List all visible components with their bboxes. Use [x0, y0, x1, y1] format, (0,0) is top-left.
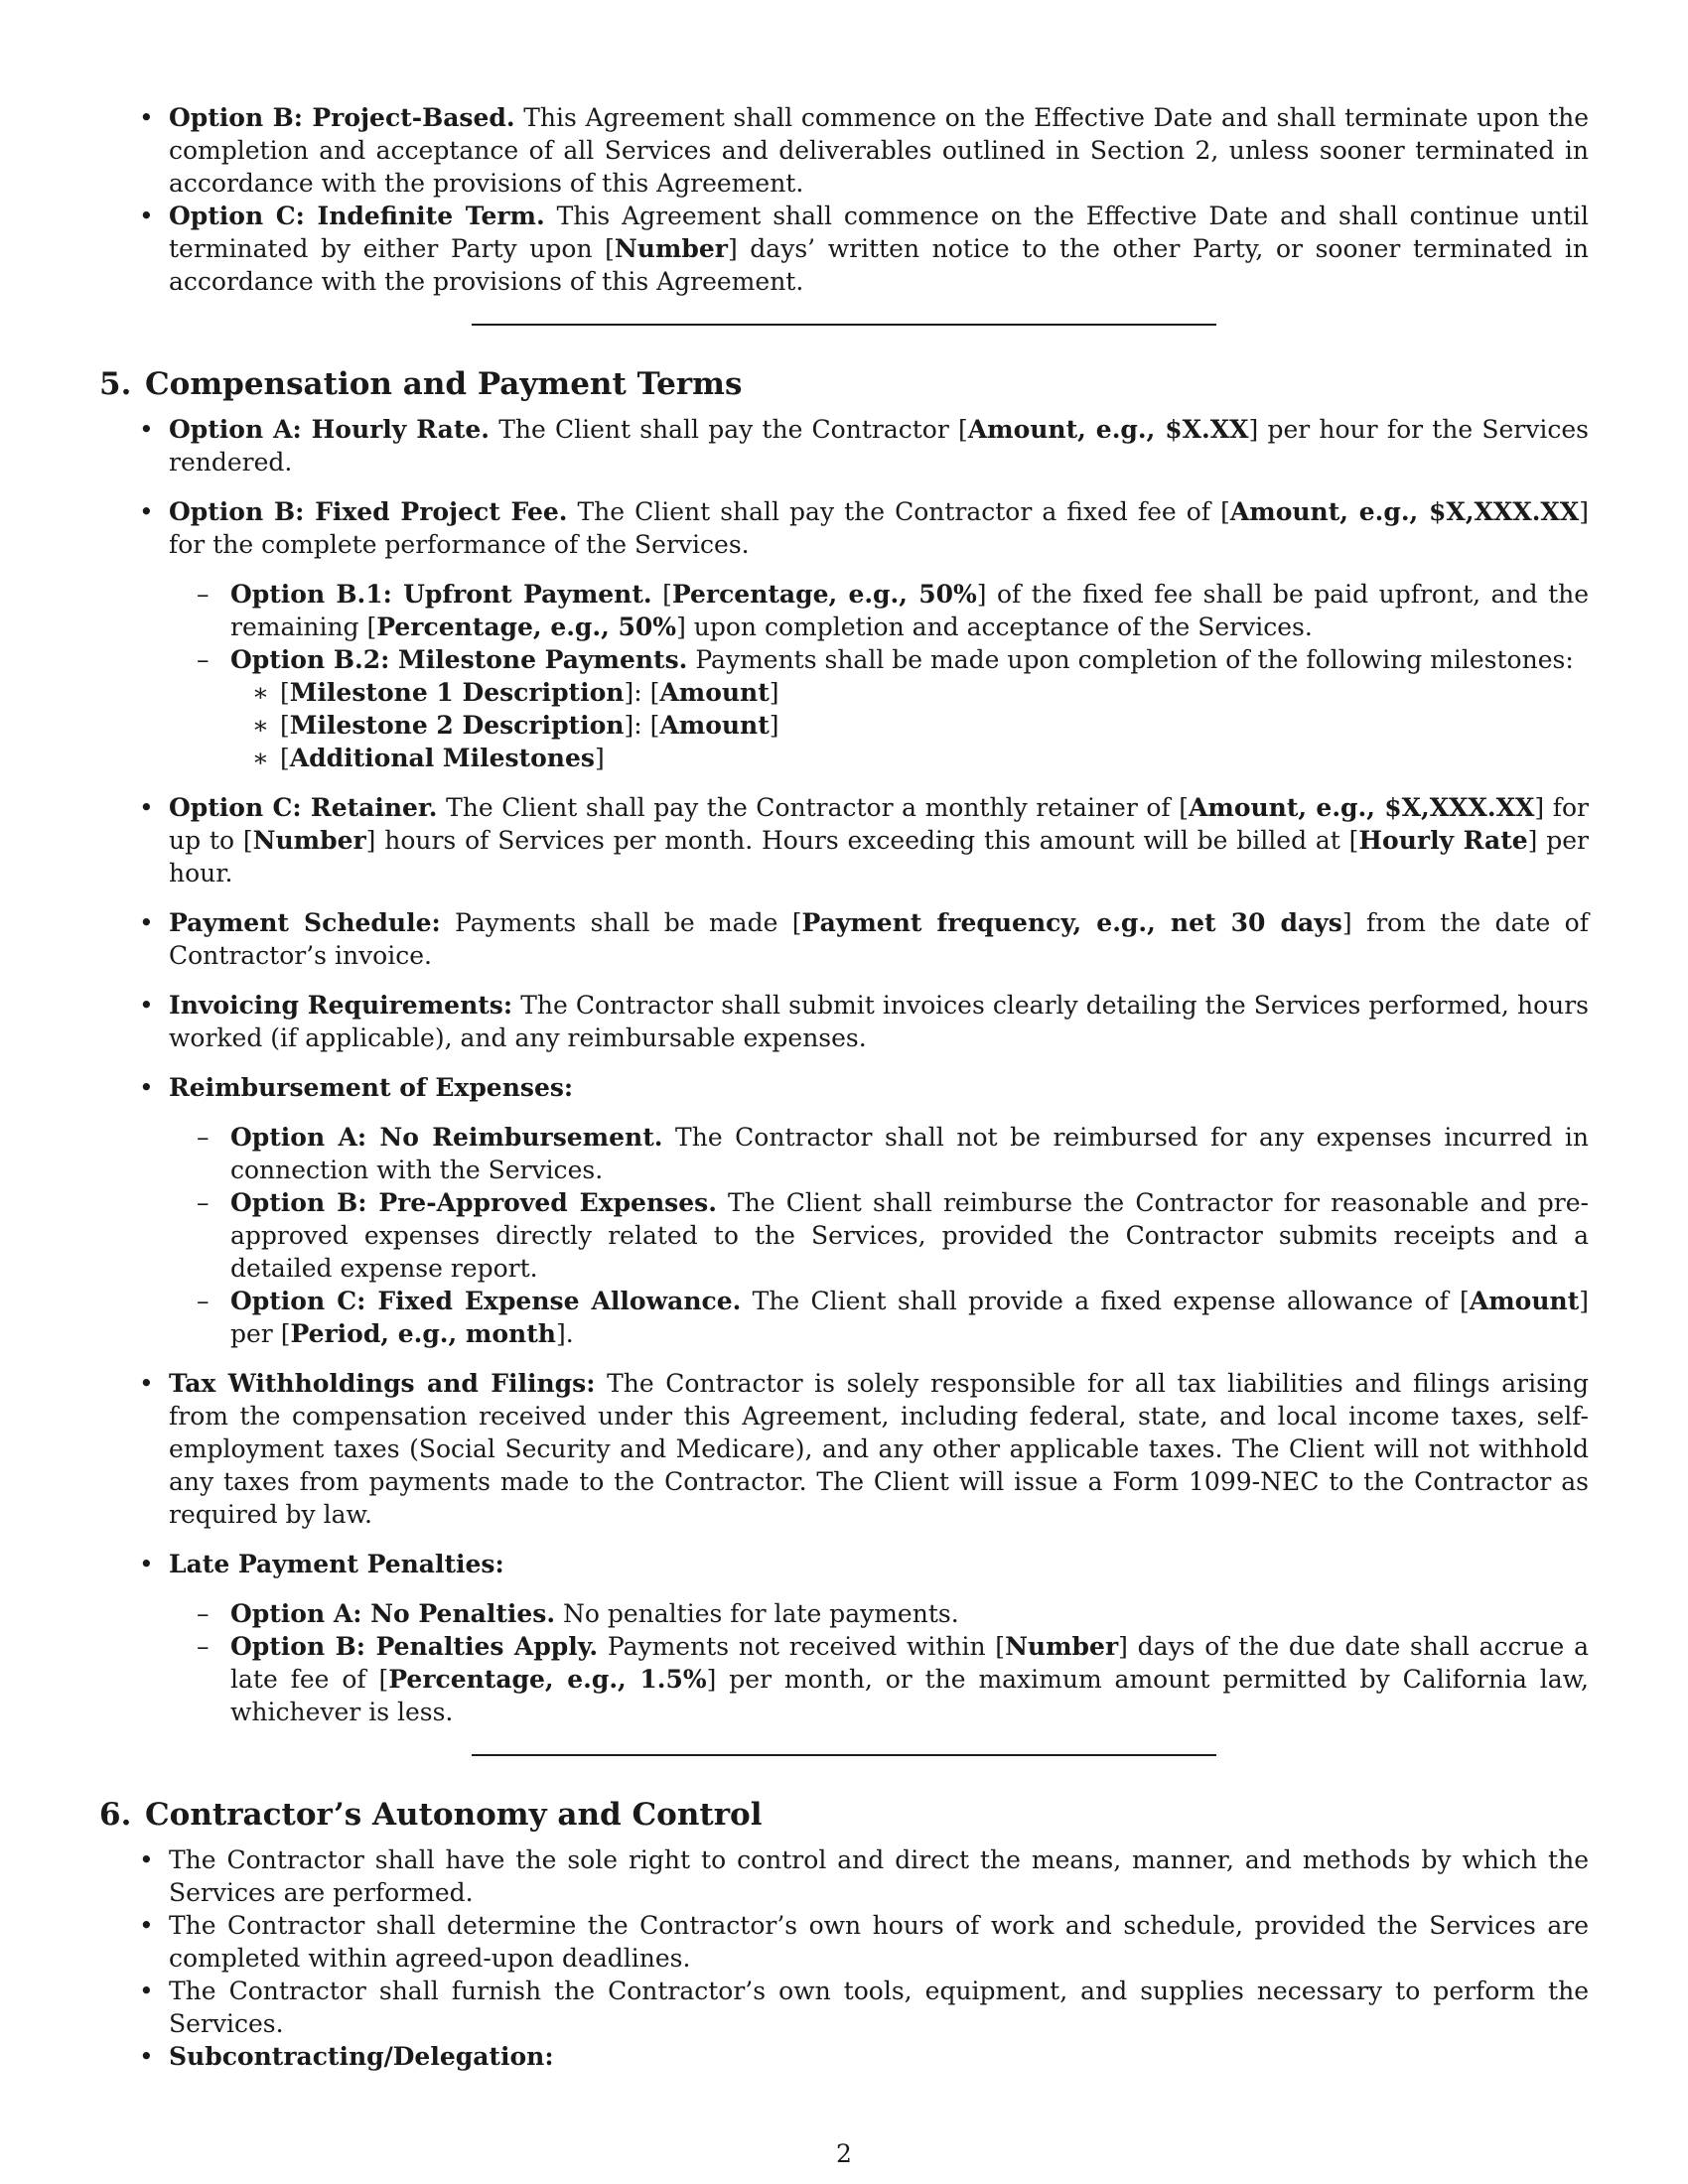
option-label: Late Payment Penalties: [169, 1550, 504, 1578]
option-text: The Contractor shall submit invoices clearly detailing the Services performed, hours worked (if applicable), and any reimbursable expenses. [169, 991, 1590, 1052]
option-label: Option A: No Reimbursement. [230, 1123, 663, 1152]
option-label: Option B: Fixed Project Fee. [169, 497, 568, 526]
option-label: Invoicing Requirements: [169, 991, 513, 1020]
section-number: 5. [99, 366, 132, 402]
section-number: 6. [99, 1797, 132, 1833]
option-label: Subcontracting/Delegation: [169, 2042, 554, 2071]
list-item [99, 413, 1589, 478]
placeholder: Number [252, 826, 366, 855]
option-text: ] per month, or the maximum amount permitted by California law, whichever is less. [230, 1665, 1590, 1726]
page-number: 2 [836, 2139, 852, 2168]
list-item [99, 1367, 1589, 1531]
late-penalty-sublist [169, 1597, 1589, 1728]
option-text: ] for the complete performance of the Services. [169, 497, 1589, 559]
list-item [169, 1597, 1589, 1630]
placeholder: Amount [659, 711, 770, 740]
option-label: Tax Withholdings and Filings: [169, 1369, 596, 1398]
list-item: ∗ [Milestone 1 Description]: [Amount] [230, 676, 1589, 709]
list-item [99, 989, 1589, 1054]
list-item [99, 906, 1589, 972]
list-item [169, 643, 1589, 774]
placeholder: Payment frequency, e.g., net 30 days [801, 908, 1342, 937]
placeholder: Percentage, e.g., 50% [376, 613, 677, 641]
option-text: The Client shall pay the Contractor a monthly retainer of [ [437, 793, 1189, 822]
option-text: The Client shall provide a fixed expense allowance of [ [741, 1287, 1470, 1315]
option-label: Option C: Fixed Expense Allowance. [230, 1287, 742, 1315]
option-text: Payments shall be made [ [440, 908, 802, 937]
list-item [169, 578, 1589, 643]
option-label: Option A: No Penalties. [230, 1599, 556, 1628]
option-text: The Client shall pay the Contractor [ [490, 415, 968, 444]
list-item [169, 1285, 1589, 1350]
section-divider [472, 1754, 1216, 1756]
placeholder: Percentage, e.g., 50% [671, 580, 977, 609]
section-heading [99, 1796, 1589, 1834]
option-text: The Contractor is solely responsible for all tax liabilities and filings arising from the compensation received under this Agreement, including federal, state, and local income taxes, self-employment taxes (Social Security and Medicare), and any other applicable taxes. The Client will not withhold any taxes from payments made to the Contractor. The Client will issue a Form 1099-NEC to the Contractor as required by law. [169, 1369, 1589, 1529]
option-label: Option B.1: Upfront Payment. [230, 580, 652, 609]
term-options-list [99, 101, 1589, 298]
section-divider [472, 324, 1216, 326]
option-label: Option B: Pre-Approved Expenses. [230, 1188, 717, 1217]
option-text: ] of the fixed fee shall be paid upfront, and the remaining [ [230, 580, 1590, 641]
reimbursement-sublist [169, 1121, 1589, 1350]
list-item: • The Contractor shall furnish the Contractor’s own tools, equipment, and supplies necessary to perform the Services. [99, 1975, 1589, 2040]
option-text: ] per hour for the Services rendered. [169, 415, 1590, 477]
placeholder: Amount, e.g., $X.XX [967, 415, 1249, 444]
list-item: • The Contractor shall have the sole right to control and direct the means, manner, and methods by which the Services are performed. [99, 1843, 1589, 1909]
option-text: The Contractor shall not be reimbursed for any expenses incurred in connection with the Services. [230, 1123, 1589, 1184]
list-item [99, 2040, 1589, 2073]
autonomy-list [99, 1843, 1589, 2073]
option-text: Payments shall be made upon completion of the following milestones: [687, 645, 1574, 674]
option-text: Payments not received within [ [598, 1632, 1006, 1661]
list-item: ∗ [Milestone 2 Description]: [Amount] [230, 709, 1589, 742]
option-text: ] per [ [230, 1287, 1590, 1348]
placeholder: Number [614, 234, 728, 263]
option-text: ] hours of Services per month. Hours exceeding this amount will be billed at [ [365, 826, 1359, 855]
placeholder: Number [1005, 1632, 1119, 1661]
section-heading [99, 365, 1589, 403]
option-label: Option B: Project-Based. [169, 103, 515, 132]
list-item [99, 1071, 1589, 1350]
list-item: • The Contractor shall determine the Contractor’s own hours of work and schedule, provided the Services are completed within agreed-upon deadlines. [99, 1909, 1589, 1975]
option-text: The Client shall reimburse the Contractor for reasonable and pre-approved expenses directly related to the Services, provided the Contractor submits receipts and a detailed expense report. [230, 1188, 1589, 1283]
placeholder: Additional Milestones [289, 744, 595, 772]
option-label: Option C: Retainer. [169, 793, 438, 822]
option-label: Payment Schedule: [169, 908, 441, 937]
option-text: ] upon completion and acceptance of the Services. [676, 613, 1313, 641]
compensation-list [99, 413, 1589, 1728]
list-item [99, 200, 1589, 298]
document-page [99, 101, 1589, 2073]
list-item [99, 101, 1589, 200]
section-title: Compensation and Payment Terms [145, 366, 743, 402]
option-text: This Agreement shall commence on the Effective Date and shall continue until terminated by either Party upon [ [169, 202, 1589, 263]
option-text: [ [651, 580, 672, 609]
placeholder: Amount [659, 678, 770, 707]
fixed-fee-sublist [169, 578, 1589, 774]
placeholder: Hourly Rate [1358, 826, 1528, 855]
placeholder: Percentage, e.g., 1.5% [388, 1665, 707, 1694]
option-text: ] days of the due date shall accrue a late fee of [ [230, 1632, 1589, 1694]
placeholder: Milestone 2 Description [289, 711, 625, 740]
option-text: No penalties for late payments. [555, 1599, 959, 1628]
list-item [169, 1186, 1589, 1285]
option-label: Option B: Penalties Apply. [230, 1632, 599, 1661]
placeholder: Milestone 1 Description [289, 678, 625, 707]
list-item [169, 1630, 1589, 1728]
option-text: ] for up to [ [169, 793, 1589, 855]
list-item: ∗ [Additional Milestones] [230, 742, 1589, 774]
option-label: Option B.2: Milestone Payments. [230, 645, 688, 674]
option-text: The Client shall pay the Contractor a fixed fee of [ [567, 497, 1230, 526]
option-text: ] from the date of Contractor’s invoice. [169, 908, 1589, 970]
placeholder: Amount, e.g., $X,XXX.XX [1188, 793, 1535, 822]
placeholder: Amount, e.g., $X,XXX.XX [1229, 497, 1580, 526]
option-text: ]. [555, 1319, 574, 1348]
placeholder: Period, e.g., month [290, 1319, 556, 1348]
list-item [99, 495, 1589, 774]
option-label: Reimbursement of Expenses: [169, 1073, 574, 1102]
option-text: ] per hour. [169, 826, 1589, 887]
option-text: ] days’ written notice to the other Party, or sooner terminated in accordance with the provisions of this Agreement. [169, 234, 1590, 296]
list-item [99, 791, 1589, 889]
section-title: Contractor’s Autonomy and Control [145, 1797, 763, 1833]
option-label: Option A: Hourly Rate. [169, 415, 490, 444]
option-label: Option C: Indefinite Term. [169, 202, 545, 230]
list-item [99, 1548, 1589, 1728]
option-text: This Agreement shall commence on the Effective Date and shall terminate upon the completion and acceptance of all Services and deliverables outlined in Section 2, unless sooner terminated in accordance with the provisions of this Agreement. [169, 103, 1590, 198]
milestone-list [230, 676, 1589, 774]
list-item [169, 1121, 1589, 1186]
placeholder: Amount [1469, 1287, 1580, 1315]
